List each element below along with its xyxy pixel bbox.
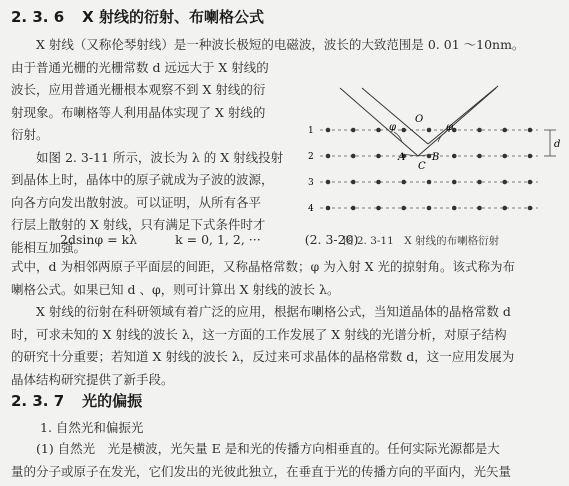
layer-label-1: 1 [308,126,314,136]
equation-number: (2. 3-20) [304,232,359,247]
point-label-o: O [415,114,424,125]
text-line: 由于普通光栅的光栅常数 d 远远大于 X 射线的 [11,59,269,75]
text-line: 射现象。布喇格等人利用晶体实现了 X 射线的 [11,104,266,120]
atom [502,154,507,159]
section-title: 光的偏振 [82,392,143,410]
figure-caption: 图 2. 3-11 X 射线的布喇格衍射 [343,235,500,247]
atom [351,154,356,159]
atom [427,180,432,185]
angle-label-left: φ [389,122,397,133]
text-line: 波长，应用普通光栅根本观察不到 X 射线的衍 [11,82,266,97]
atom [502,180,507,185]
atom [528,128,533,133]
atom [477,206,482,211]
text-line: 如图 2. 3-11 所示，波长为 λ 的 X 射线投射 [11,149,284,165]
section-heading-polarization [11,390,142,411]
atom [452,206,457,211]
text-line: 到晶体上时，晶体中的原子就成为子波的波源， [11,172,274,187]
atom [477,154,482,159]
section-number: 2. 3. 7 [11,392,65,410]
atom [452,154,457,159]
natural-light-paragraph [11,438,511,483]
layer-label-3: 3 [308,178,314,188]
point-label-c: C [418,161,426,172]
subsection-heading: 1. 自然光和偏振光 [40,420,144,435]
point-label-a: A [398,152,406,163]
text-line: (1) 自然光 光是横波，光矢量 E 是和光的传播方向相垂直的。任何实际光源都是大 [11,441,500,456]
atom [376,128,381,133]
atom [401,128,406,133]
section-number: 2. 3. 6 [11,8,65,26]
atom [528,154,533,159]
text-line: 时，可求未知的 X 射线的波长 λ，这一方面的工作发展了 X 射线的光谱分析，对原子结构 [11,326,507,342]
atom [351,128,356,133]
atom [326,206,331,211]
equation-formula: 2dsinφ = kλ [60,232,138,247]
incident-ray-1 [340,88,418,156]
atom [326,180,331,185]
reflected-ray-1 [418,88,496,156]
atom [326,128,331,133]
atom [351,180,356,185]
text-line: 的研究十分重要；若知道 X 射线的波长 λ，反过来可求晶体的晶格常数 d，这一应用发展为 [11,349,515,364]
atom [376,206,381,211]
section-title: X 射线的衍射、布喇格公式 [82,8,264,26]
atom [452,180,457,185]
text-line: 晶体结构研究提供了新手段。 [11,371,174,387]
section-heading-xray-diffraction [11,6,264,27]
angle-label-right: φ [446,122,454,133]
atom [528,206,533,211]
spacing-label: d [554,139,561,150]
text-line: 衍射。 [11,127,49,142]
layer-label-2: 2 [308,152,314,162]
atom [477,180,482,185]
equation-k-values: k = 0, 1, 2, ··· [175,232,261,247]
atom [427,128,432,133]
text-line: 行层上散射的 X 射线，只有满足下式条件时才 [11,217,266,232]
text-line: X 射线（又称伦琴射线）是一种波长极短的电磁波，波长的大致范围是 0. 01 ～10nm。 [11,37,525,52]
atom [427,206,432,211]
text-line: 喇格公式。如果已知 d 、φ，则可计算出 X 射线的波长 λ。 [11,281,340,297]
atom [502,206,507,211]
explanation-paragraph [11,256,515,391]
layer-label-4: 4 [308,204,314,214]
atom [528,180,533,185]
text-line: 量的分子或原子在发光，它们发出的光彼此独立，在垂直于光的传播方向的平面内，光矢量 [11,463,512,479]
atom [477,128,482,133]
point-label-b: B [432,152,440,163]
atom [326,154,331,159]
atom [401,206,406,211]
atom [376,180,381,185]
text-line: X 射线的衍射在科研领域有着广泛的应用，根据布喇格公式，当知道晶体的晶格常数 d [11,304,511,319]
text-line: 能相互加强。 [11,239,87,255]
text-line: 式中，d 为相邻两原子平面层的间距，又称晶格常数；φ 为入射 X 光的掠射角。该式称为布 [11,259,516,274]
text-line: 向各方向发出散射波。可以证明，从所有各平 [11,194,262,210]
reflected-ray-2 [428,86,498,144]
atom [401,180,406,185]
atom [502,128,507,133]
atom [351,206,356,211]
atom [376,154,381,159]
